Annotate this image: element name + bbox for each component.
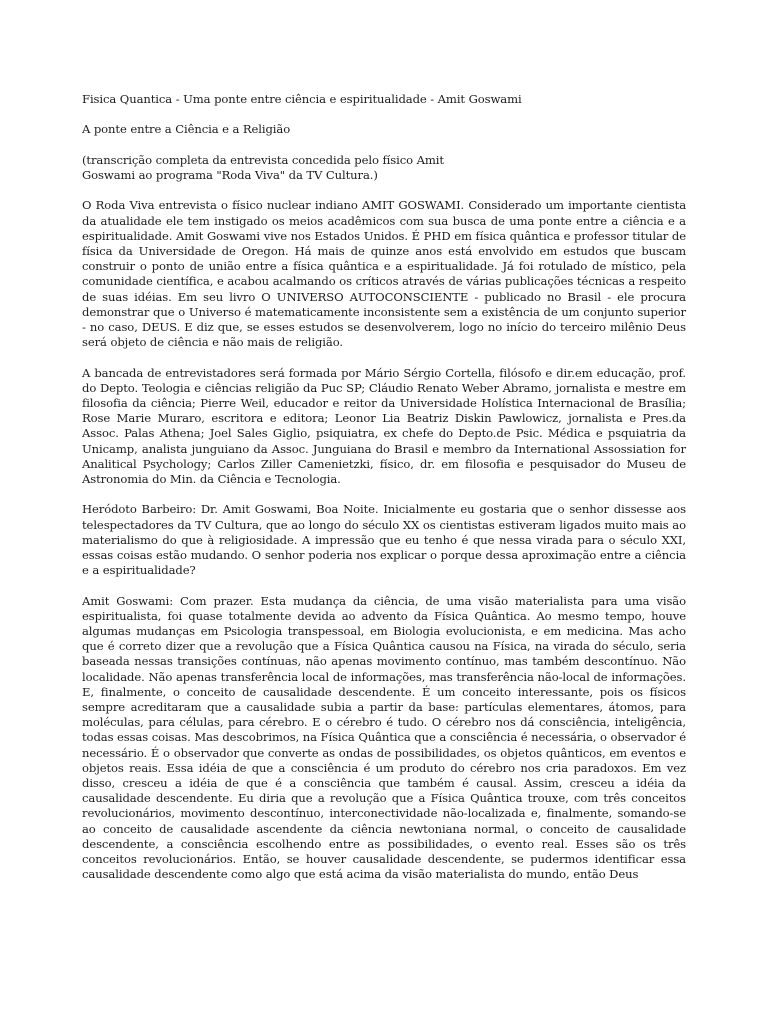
document-title: Fisica Quantica - Uma ponte entre ciência e espiritualidade - Amit Goswami (82, 92, 522, 106)
paragraph-answer: Amit Goswami: Com prazer. Esta mudança da ciência, de uma visão materialista para uma visão espiritualista, foi quase totalmente devida ao advento da Física Quântica. Ao mesmo tempo, houve algumas mudanças em Psicologia transpessoal, em Biologia evolucionista, e em medicina. Mas acho que é correto dizer que a revolução que a Física Quântica causou na Física, na virada do século, seria baseada nessas transições contínuas, não apenas movimento contínuo, mas também descontínuo. Não localidade. Não apenas transferência local de informações, mas transferência não-local de informações. E, finalmente, o conceito de causalidade descendente. É um conceito interessante, pois os físicos sempre acreditaram que a causalidade subia a partir da base: partículas elementares, átomos, para moléculas, para células, para cérebro. E o cérebro é tudo. O cérebro nos dá consciência, inteligência, todas essas coisas. Mas descobrimos, na Física Quântica que a consciência é necessária, o observador é necessário. É o observador que converte as ondas de possibilidades, os objetos quânticos, em eventos e objetos reais. Essa idéia de que a consciência é um produto do cérebro nos cria paradoxos. Em vez disso, cresceu a idéia de que é a consciência que também é causal. Assim, cresceu a idéia da causalidade descendente. Eu diria que a revolução que a Física Quântica trouxe, com três conceitos revolucionários, movimento descontínuo, interconectividade não-localizada e, finalmente, somando-se ao conceito de causalidade ascendente da ciência newtoniana normal, o conceito de causalidade descendente, a consciência escolhendo entre as possibilidades, o evento real. Esses são os três conceitos revolucionários. Então, se houver causalidade descendente, se pudermos identificar essa causalidade descendente como algo que está acima da visão materialista do mundo, então Deus (82, 593, 686, 882)
paragraph-introduction: O Roda Viva entrevista o físico nuclear indiano AMIT GOSWAMI. Considerado um importante cientista da atualidade ele tem instigado os meios acadêmicos com sua busca de uma ponte entre a ciência e a espiritualidade. Amit Goswami vive nos Estados Unidos. É PHD em física quântica e professor titular de física da Universidade de Oregon. Há mais de quinze anos está envolvido em estudos que buscam construir o ponto de união entre a física quântica e a espiritualidade. Já foi rotulado de místico, pela comunidade científica, e acabou acalmando os críticos através de várias publicações técnicas a respeito de suas idéias. Em seu livro O UNIVERSO AUTOCONSCIENTE - publicado no Brasil - ele procura demonstrar que o Universo é matematicamente inconsistente sem a existência de um conjunto superior - no caso, DEUS. E diz que, se esses estudos se desenvolverem, logo no início do terceiro milênio Deus será objeto de ciência e não mais de religião. (82, 198, 686, 350)
document-subtitle: A ponte entre a Ciência e a Religião (82, 122, 291, 137)
paragraph-question: Heródoto Barbeiro: Dr. Amit Goswami, Boa Noite. Inicialmente eu gostaria que o senhor dissesse aos telespectadores da TV Cultura, que ao longo do século XX os cientistas estiveram ligados muito mais ao materialismo do que à religiosidade. A impressão que eu tenho é que nessa virada para o século XXI, essas coisas estão mudando. O senhor poderia nos explicar o porque dessa aproximação entre a ciência e a espiritualidade? (82, 502, 686, 578)
paragraph-interviewers: A bancada de entrevistadores será formada por Mário Sérgio Cortella, filósofo e dir.em educação, prof. do Depto. Teologia e ciências religião da Puc SP; Cláudio Renato Weber Abramo, jornalista e mestre em filosofia da ciência; Pierre Weil, educador e reitor da Universidade Holística Internacional de Brasília; Rose Marie Muraro, escritora e editora; Leonor Lia Beatriz Diskin Pawlowicz, jornalista e Pres.da Assoc. Palas Athena; Joel Sales Giglio, psiquiatra, ex chefe do Depto.de Psic. Médica e psquiatria da Unicamp, analista junguiano da Assoc. Junguiana do Brasil e membro da International Assossiation for Analitical Psychology; Carlos Ziller Camenietzki, físico, dr. em filosofia e pesquisador do Museu de Astronomia do Min. da Ciência e Tecnologia. (82, 365, 686, 487)
document-intro: (transcrição completa da entrevista concedida pelo físico Amit Goswami ao programa "Roda Viva" da TV Cultura.) (82, 152, 444, 182)
